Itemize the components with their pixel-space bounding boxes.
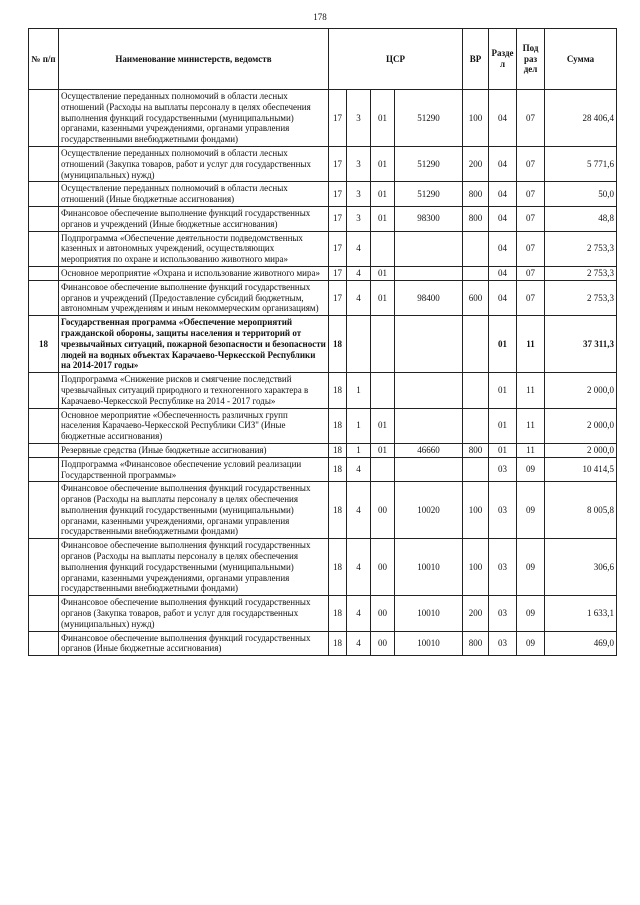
row-num: [29, 457, 59, 482]
row-csr-2: 4: [347, 457, 371, 482]
row-name: Основное мероприятие «Обеспеченность различных групп населения Карачаево-Черкесской Республики СИЗ" (Иные бюджетные ассигнования): [59, 408, 329, 443]
row-podrazdel: 07: [517, 206, 545, 231]
row-csr-4: [395, 266, 463, 280]
row-vr: 100: [463, 90, 489, 147]
row-summa: 37 311,3: [545, 316, 617, 373]
row-vr: 100: [463, 539, 489, 596]
table-header-row: [29, 29, 617, 90]
row-summa: 2 000,0: [545, 373, 617, 408]
row-csr-1: 17: [329, 146, 347, 181]
row-csr-1: 17: [329, 231, 347, 266]
table-row: [29, 266, 617, 280]
row-csr-4: [395, 316, 463, 373]
row-csr-3: 00: [371, 539, 395, 596]
row-num: [29, 443, 59, 457]
row-summa: 2 753,3: [545, 280, 617, 315]
row-csr-1: 17: [329, 206, 347, 231]
row-name: Подпрограмма «Финансовое обеспечение условий реализации Государственной программы»: [59, 457, 329, 482]
row-csr-1: 18: [329, 457, 347, 482]
row-csr-2: 3: [347, 206, 371, 231]
row-podrazdel: 09: [517, 631, 545, 656]
row-razdel: 04: [489, 90, 517, 147]
header-csr: ЦСР: [329, 29, 463, 90]
row-vr: 600: [463, 280, 489, 315]
row-razdel: 03: [489, 539, 517, 596]
table-row: [29, 373, 617, 408]
row-name: Осуществление переданных полномочий в области лесных отношений (Закупка товаров, работ и услуг для государственных (муниципальных) нужд): [59, 146, 329, 181]
row-summa: 2 000,0: [545, 443, 617, 457]
row-name: Государственная программа «Обеспечение мероприятий гражданской обороны, защиты населения и территорий от чрезвычайных ситуаций, пожарной безопасности и безопасности людей на водных объектах Карачаево-Черкесской Республики на 2014-2017 годы»: [59, 316, 329, 373]
row-razdel: 03: [489, 631, 517, 656]
row-csr-2: 4: [347, 482, 371, 539]
table-row: [29, 280, 617, 315]
row-summa: 2 753,3: [545, 231, 617, 266]
row-num: [29, 408, 59, 443]
row-razdel: 01: [489, 373, 517, 408]
row-csr-1: 18: [329, 482, 347, 539]
row-name: Резервные средства (Иные бюджетные ассигнования): [59, 443, 329, 457]
row-csr-3: 01: [371, 280, 395, 315]
row-csr-1: 17: [329, 90, 347, 147]
row-num: [29, 596, 59, 631]
table-row: [29, 457, 617, 482]
table-row: [29, 146, 617, 181]
page-number: 178: [313, 12, 327, 22]
row-csr-4: 10020: [395, 482, 463, 539]
row-vr: 200: [463, 596, 489, 631]
table-row: [29, 182, 617, 207]
row-num: [29, 631, 59, 656]
row-vr: [463, 457, 489, 482]
row-csr-3: 01: [371, 443, 395, 457]
row-podrazdel: 11: [517, 443, 545, 457]
row-summa: 8 005,8: [545, 482, 617, 539]
row-csr-4: 98300: [395, 206, 463, 231]
row-name: Финансовое обеспечение выполнение функций государственных органов и учреждений (Иные бюджетные ассигнования): [59, 206, 329, 231]
row-num: [29, 206, 59, 231]
header-podrazdel: Под раз дел: [517, 29, 545, 90]
row-csr-4: 10010: [395, 631, 463, 656]
row-csr-3: [371, 373, 395, 408]
row-csr-3: [371, 316, 395, 373]
row-csr-1: 18: [329, 408, 347, 443]
row-vr: 800: [463, 631, 489, 656]
row-razdel: 01: [489, 316, 517, 373]
row-podrazdel: 07: [517, 182, 545, 207]
table-row: [29, 316, 617, 373]
row-csr-1: 18: [329, 373, 347, 408]
row-csr-4: [395, 408, 463, 443]
row-podrazdel: 11: [517, 316, 545, 373]
row-num: [29, 373, 59, 408]
row-csr-4: [395, 373, 463, 408]
row-csr-2: 4: [347, 231, 371, 266]
table-row: [29, 90, 617, 147]
row-razdel: 03: [489, 596, 517, 631]
row-csr-3: 01: [371, 206, 395, 231]
row-csr-2: 4: [347, 266, 371, 280]
row-csr-4: 98400: [395, 280, 463, 315]
row-name: Финансовое обеспечение выполнения функций государственных органов (Иные бюджетные ассигнования): [59, 631, 329, 656]
row-num: [29, 146, 59, 181]
row-csr-1: 18: [329, 443, 347, 457]
row-csr-3: [371, 457, 395, 482]
row-razdel: 03: [489, 457, 517, 482]
row-vr: 800: [463, 443, 489, 457]
row-csr-3: 00: [371, 596, 395, 631]
row-csr-3: 01: [371, 182, 395, 207]
row-summa: 2 753,3: [545, 266, 617, 280]
row-csr-3: 01: [371, 90, 395, 147]
row-razdel: 04: [489, 280, 517, 315]
row-razdel: 04: [489, 266, 517, 280]
row-csr-1: 18: [329, 316, 347, 373]
row-num: [29, 90, 59, 147]
row-csr-2: 1: [347, 443, 371, 457]
row-vr: 200: [463, 146, 489, 181]
row-csr-4: 51290: [395, 182, 463, 207]
row-name: Осуществление переданных полномочий в области лесных отношений (Расходы на выплаты персоналу в целях обеспечения выполнения функций государственными (муниципальными) органами, казенными учреждениями, органами управления государственными внебюджетными фондами): [59, 90, 329, 147]
row-summa: 2 000,0: [545, 408, 617, 443]
table-row: [29, 231, 617, 266]
row-razdel: 01: [489, 408, 517, 443]
row-csr-2: 3: [347, 146, 371, 181]
table-row: [29, 596, 617, 631]
row-csr-2: 4: [347, 539, 371, 596]
row-name: Подпрограмма «Обеспечение деятельности подведомственных казенных и автономных учреждений, осуществляющих мероприятия по охране и использованию животного мира»: [59, 231, 329, 266]
row-podrazdel: 09: [517, 596, 545, 631]
row-name: Осуществление переданных полномочий в области лесных отношений (Иные бюджетные ассигнования): [59, 182, 329, 207]
table-row: [29, 482, 617, 539]
row-csr-3: 01: [371, 146, 395, 181]
row-podrazdel: 07: [517, 90, 545, 147]
header-name: Наименование министерств, ведомств: [59, 29, 329, 90]
table-row: [29, 206, 617, 231]
row-razdel: 01: [489, 443, 517, 457]
table-row: [29, 408, 617, 443]
row-summa: 469,0: [545, 631, 617, 656]
row-razdel: 04: [489, 146, 517, 181]
row-name: Подпрограмма «Снижение рисков и смягчение последствий чрезвычайных ситуаций природного и техногенного характера в Карачаево-Черкесской Республике на 2014 - 2017 годы»: [59, 373, 329, 408]
row-csr-1: 17: [329, 182, 347, 207]
row-vr: [463, 231, 489, 266]
row-num: [29, 266, 59, 280]
row-csr-1: 17: [329, 266, 347, 280]
row-summa: 50,0: [545, 182, 617, 207]
row-name: Финансовое обеспечение выполнения функций государственных органов (Расходы на выплаты персоналу в целях обеспечения выполнения функций государственными (муниципальными) органами, казенными учреждениями, органами управления государственными внебюджетными фондами): [59, 482, 329, 539]
row-csr-4: 46660: [395, 443, 463, 457]
row-vr: [463, 316, 489, 373]
row-csr-2: 1: [347, 408, 371, 443]
row-csr-2: 4: [347, 596, 371, 631]
header-num: № п/п: [29, 29, 59, 90]
row-vr: 800: [463, 206, 489, 231]
row-csr-4: [395, 457, 463, 482]
row-podrazdel: 07: [517, 231, 545, 266]
row-csr-2: 3: [347, 182, 371, 207]
row-csr-4: 10010: [395, 539, 463, 596]
row-csr-2: 3: [347, 90, 371, 147]
row-podrazdel: 09: [517, 539, 545, 596]
row-csr-1: 17: [329, 280, 347, 315]
row-summa: 48,8: [545, 206, 617, 231]
row-summa: 10 414,5: [545, 457, 617, 482]
row-razdel: 03: [489, 482, 517, 539]
row-num: 18: [29, 316, 59, 373]
header-summa: Сумма: [545, 29, 617, 90]
row-summa: 28 406,4: [545, 90, 617, 147]
row-vr: 800: [463, 182, 489, 207]
table-row: [29, 539, 617, 596]
row-summa: 306,6: [545, 539, 617, 596]
row-summa: 5 771,6: [545, 146, 617, 181]
row-name: Финансовое обеспечение выполнения функций государственных органов (Расходы на выплаты персоналу в целях обеспечения выполнения функций государственными (муниципальными) органами, казенными учреждениями, органами управления государственными внебюджетными фондами): [59, 539, 329, 596]
row-csr-1: 18: [329, 596, 347, 631]
row-csr-4: 51290: [395, 90, 463, 147]
row-vr: [463, 373, 489, 408]
row-csr-2: 4: [347, 631, 371, 656]
row-name: Финансовое обеспечение выполнение функций государственных органов и учреждений (Предоставление субсидий бюджетным, автономным учреждениям и иным некоммерческим организациям): [59, 280, 329, 315]
row-vr: 100: [463, 482, 489, 539]
row-csr-4: 51290: [395, 146, 463, 181]
table-row: [29, 631, 617, 656]
row-csr-1: 18: [329, 631, 347, 656]
row-num: [29, 482, 59, 539]
row-vr: [463, 266, 489, 280]
table-row: [29, 443, 617, 457]
row-csr-2: 1: [347, 373, 371, 408]
row-podrazdel: 11: [517, 408, 545, 443]
header-razdel: Разде л: [489, 29, 517, 90]
row-csr-2: 4: [347, 280, 371, 315]
row-csr-4: 10010: [395, 596, 463, 631]
row-csr-4: [395, 231, 463, 266]
row-num: [29, 182, 59, 207]
row-csr-3: 01: [371, 408, 395, 443]
row-num: [29, 231, 59, 266]
row-podrazdel: 07: [517, 280, 545, 315]
row-num: [29, 539, 59, 596]
row-razdel: 04: [489, 206, 517, 231]
row-name: Основное мероприятие «Охрана и использование животного мира»: [59, 266, 329, 280]
header-vr: ВР: [463, 29, 489, 90]
row-podrazdel: 07: [517, 146, 545, 181]
row-csr-3: 00: [371, 482, 395, 539]
budget-table: [28, 28, 617, 656]
row-csr-3: 00: [371, 631, 395, 656]
row-csr-2: [347, 316, 371, 373]
row-razdel: 04: [489, 231, 517, 266]
row-csr-3: [371, 231, 395, 266]
row-vr: [463, 408, 489, 443]
row-name: Финансовое обеспечение выполнения функций государственных органов (Закупка товаров, работ и услуг для государственных (муниципальных) нужд): [59, 596, 329, 631]
row-podrazdel: 07: [517, 266, 545, 280]
row-podrazdel: 09: [517, 457, 545, 482]
row-num: [29, 280, 59, 315]
row-csr-1: 18: [329, 539, 347, 596]
row-summa: 1 633,1: [545, 596, 617, 631]
row-csr-3: 01: [371, 266, 395, 280]
row-razdel: 04: [489, 182, 517, 207]
row-podrazdel: 11: [517, 373, 545, 408]
row-podrazdel: 09: [517, 482, 545, 539]
